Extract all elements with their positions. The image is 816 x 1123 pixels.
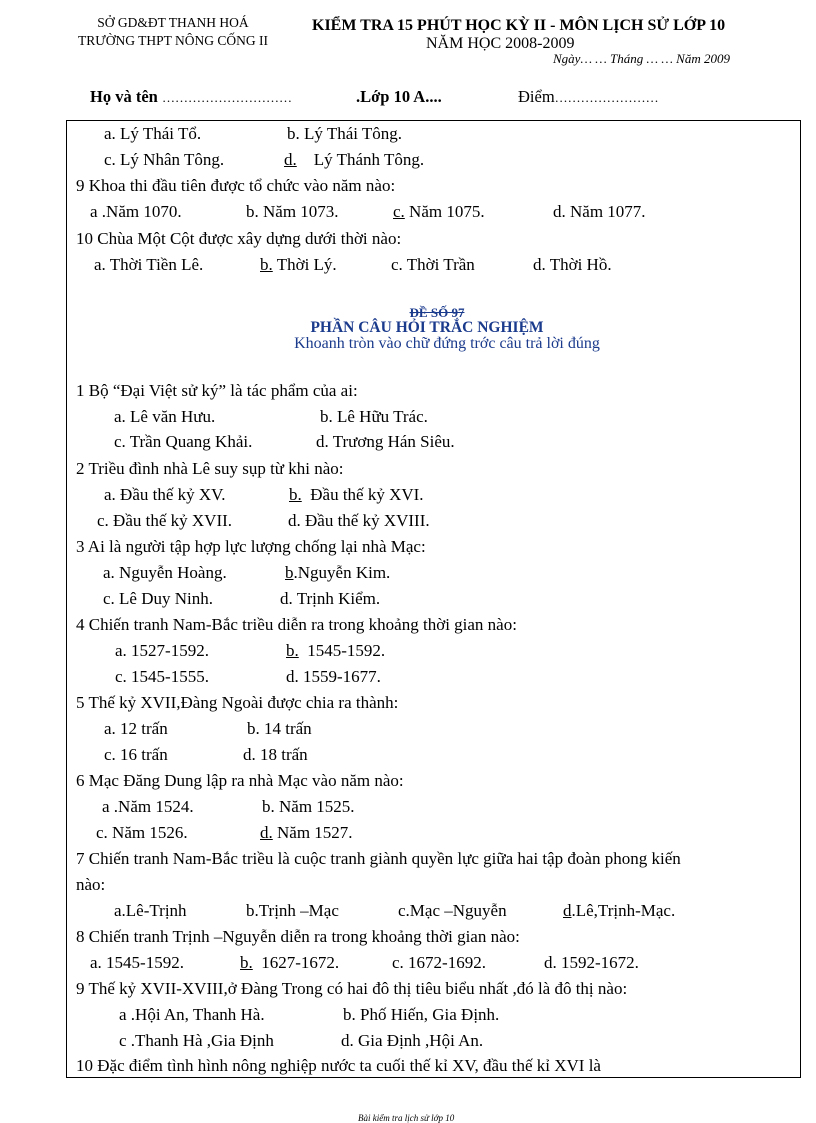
school-year: NĂM HỌC 2008-2009: [426, 35, 575, 52]
q8-option-c: c. 1672-1692.: [392, 953, 486, 972]
name-label: Họ và tên: [90, 87, 158, 106]
question-10: 10 Đặc điểm tình hình nông nghiệp nước ta cuối thế kỉ XV, đầu thế kỉ XVI là: [76, 1056, 601, 1075]
answer-mark: c.: [393, 202, 405, 221]
question-5: 5 Thế kỷ XVII,Đàng Ngoài được chia ra thành:: [76, 693, 399, 712]
prev-q8-option-d: [284, 150, 424, 170]
option-text: .Lê,Trịnh-Mạc.: [571, 901, 676, 920]
q7-option-d: [563, 901, 675, 921]
q3-option-c: c. Lê Duy Ninh.: [103, 589, 214, 608]
prev-q9-option-b: b. Năm 1073.: [246, 202, 339, 221]
score-field[interactable]: ……………………: [554, 90, 659, 105]
q3-option-a: a. Nguyễn Hoàng.: [103, 563, 227, 582]
prev-q8-option-c: c. Lý Nhân Tông.: [104, 150, 225, 169]
q9-option-d: d. Gia Định ,Hội An.: [341, 1031, 484, 1050]
school-header: [78, 14, 268, 50]
answer-mark: d.: [260, 823, 273, 842]
q9-option-b: b. Phố Hiến, Gia Định.: [343, 1005, 500, 1024]
question-7-cont: nào:: [76, 875, 106, 894]
option-text: 1545-1592.: [307, 641, 386, 660]
answer-mark: b.: [260, 255, 273, 274]
q6-option-a: a .Năm 1524.: [102, 797, 194, 816]
q3-option-d: d. Trịnh Kiểm.: [280, 589, 381, 608]
q5-option-b: b. 14 trấn: [247, 719, 312, 738]
score-label: Điểm: [518, 87, 555, 106]
question-6: 6 Mạc Đăng Dung lập ra nhà Mạc vào năm nào:: [76, 771, 404, 790]
question-7: 7 Chiến tranh Nam-Bắc triều là cuộc tranh giành quyền lực giữa hai tập đoàn phong kiến: [76, 849, 681, 868]
prev-q10-option-a: a. Thời Tiền Lê.: [94, 255, 204, 274]
q3-option-b: [285, 563, 390, 583]
q8-option-d: d. 1592-1672.: [544, 953, 639, 972]
q8-option-b: [240, 953, 339, 973]
prev-q8-option-b: b. Lý Thái Tông.: [287, 124, 403, 143]
q1-option-c: c. Trần Quang Khải.: [114, 432, 253, 451]
answer-mark: d.: [284, 150, 297, 169]
q2-option-c: c. Đầu thế kỷ XVII.: [97, 511, 233, 530]
option-text: Thời Lý.: [276, 255, 337, 274]
question-8: 8 Chiến tranh Trịnh –Nguyễn diễn ra trong khoảng thời gian nào:: [76, 927, 520, 946]
q2-option-d: d. Đầu thế kỷ XVIII.: [288, 511, 430, 530]
answer-mark: d: [563, 901, 572, 920]
q4-option-c: c. 1545-1555.: [115, 667, 209, 686]
section-instruction: Khoanh tròn vào chữ đứng trớc câu trả lời đúng: [294, 335, 600, 352]
q6-option-d: [260, 823, 353, 843]
q1-option-d: d. Trương Hán Siêu.: [316, 432, 455, 451]
q4-option-a: a. 1527-1592.: [115, 641, 209, 660]
q8-option-a: a. 1545-1592.: [90, 953, 184, 972]
class-label: .Lớp 10 A....: [356, 87, 442, 106]
prev-q8-option-a: a. Lý Thái Tổ.: [104, 124, 202, 143]
answer-mark: b.: [289, 485, 302, 504]
prev-q9-option-a: a .Năm 1070.: [90, 202, 182, 221]
score-row: [518, 87, 659, 107]
answer-mark: b.: [286, 641, 299, 660]
question-1: 1 Bộ “Đại Việt sử ký” là tác phẩm của ai:: [76, 381, 358, 400]
q7-option-c: c.Mạc –Nguyễn: [398, 901, 507, 920]
student-info-row: [90, 87, 292, 107]
exam-title: KIỂM TRA 15 PHÚT HỌC KỲ II - MÔN LỊCH SỬ LỚP 10: [312, 17, 726, 34]
q2-option-b: [289, 485, 424, 505]
prev-q9-option-d: d. Năm 1077.: [553, 202, 646, 221]
department-name: SỞ GD&ĐT THANH HOÁ: [97, 15, 249, 30]
q1-option-a: a. Lê văn Hưu.: [114, 407, 216, 426]
q7-option-a: a.Lê-Trịnh: [114, 901, 187, 920]
question-3: 3 Ai là người tập hợp lực lượng chống lại nhà Mạc:: [76, 537, 426, 556]
prev-q10-option-d: d. Thời Hồ.: [533, 255, 612, 274]
q5-option-d: d. 18 trấn: [243, 745, 308, 764]
q6-option-c: c. Năm 1526.: [96, 823, 188, 842]
school-name: TRƯỜNG THPT NÔNG CỐNG II: [78, 33, 268, 48]
option-text: .Nguyễn Kim.: [293, 563, 391, 582]
option-text: Năm 1527.: [277, 823, 353, 842]
answer-mark: b: [285, 563, 294, 582]
answer-mark: b.: [240, 953, 253, 972]
page-footer: Bài kiểm tra lịch sử lớp 10: [358, 1113, 455, 1123]
option-text: Năm 1075.: [409, 202, 485, 221]
q9-option-c: c .Thanh Hà ,Gia Định: [119, 1031, 274, 1050]
prev-q10-option-c: c. Thời Trần: [391, 255, 475, 274]
prev-question-10: 10 Chùa Một Cột được xây dựng dưới thời nào:: [76, 229, 402, 248]
q2-option-a: a. Đầu thế kỷ XV.: [104, 485, 226, 504]
name-field[interactable]: …………………………: [161, 90, 292, 105]
question-4: 4 Chiến tranh Nam-Bắc triều diễn ra trong khoảng thời gian nào:: [76, 615, 517, 634]
option-text: 1627-1672.: [261, 953, 340, 972]
q9-option-a: a .Hội An, Thanh Hà.: [119, 1005, 265, 1024]
q5-option-a: a. 12 trấn: [104, 719, 168, 738]
test-code: ĐỀ SỐ 97: [409, 305, 465, 320]
option-text: Lý Thánh Tông.: [313, 150, 425, 169]
exam-date: Ngày… … Tháng … … Năm 2009: [553, 51, 730, 66]
section-title: PHẦN CÂU HỎI TRẮC NGHIỆM: [310, 319, 544, 336]
q4-option-b: [286, 641, 385, 661]
q1-option-b: b. Lê Hữu Trác.: [320, 407, 428, 426]
prev-q9-option-c: [393, 202, 485, 222]
prev-question-9: 9 Khoa thi đầu tiên được tổ chức vào năm nào:: [76, 176, 396, 195]
q5-option-c: c. 16 trấn: [104, 745, 168, 764]
q7-option-b: b.Trịnh –Mạc: [246, 901, 339, 920]
q6-option-b: b. Năm 1525.: [262, 797, 355, 816]
question-9: 9 Thế kỷ XVII-XVIII,ở Đàng Trong có hai đô thị tiêu biểu nhất ,đó là đô thị nào:: [76, 979, 628, 998]
question-2: 2 Triều đình nhà Lê suy sụp từ khi nào:: [76, 459, 344, 478]
q4-option-d: d. 1559-1677.: [286, 667, 381, 686]
option-text: Đầu thế kỷ XVI.: [310, 485, 424, 504]
prev-q10-option-b: [260, 255, 337, 275]
